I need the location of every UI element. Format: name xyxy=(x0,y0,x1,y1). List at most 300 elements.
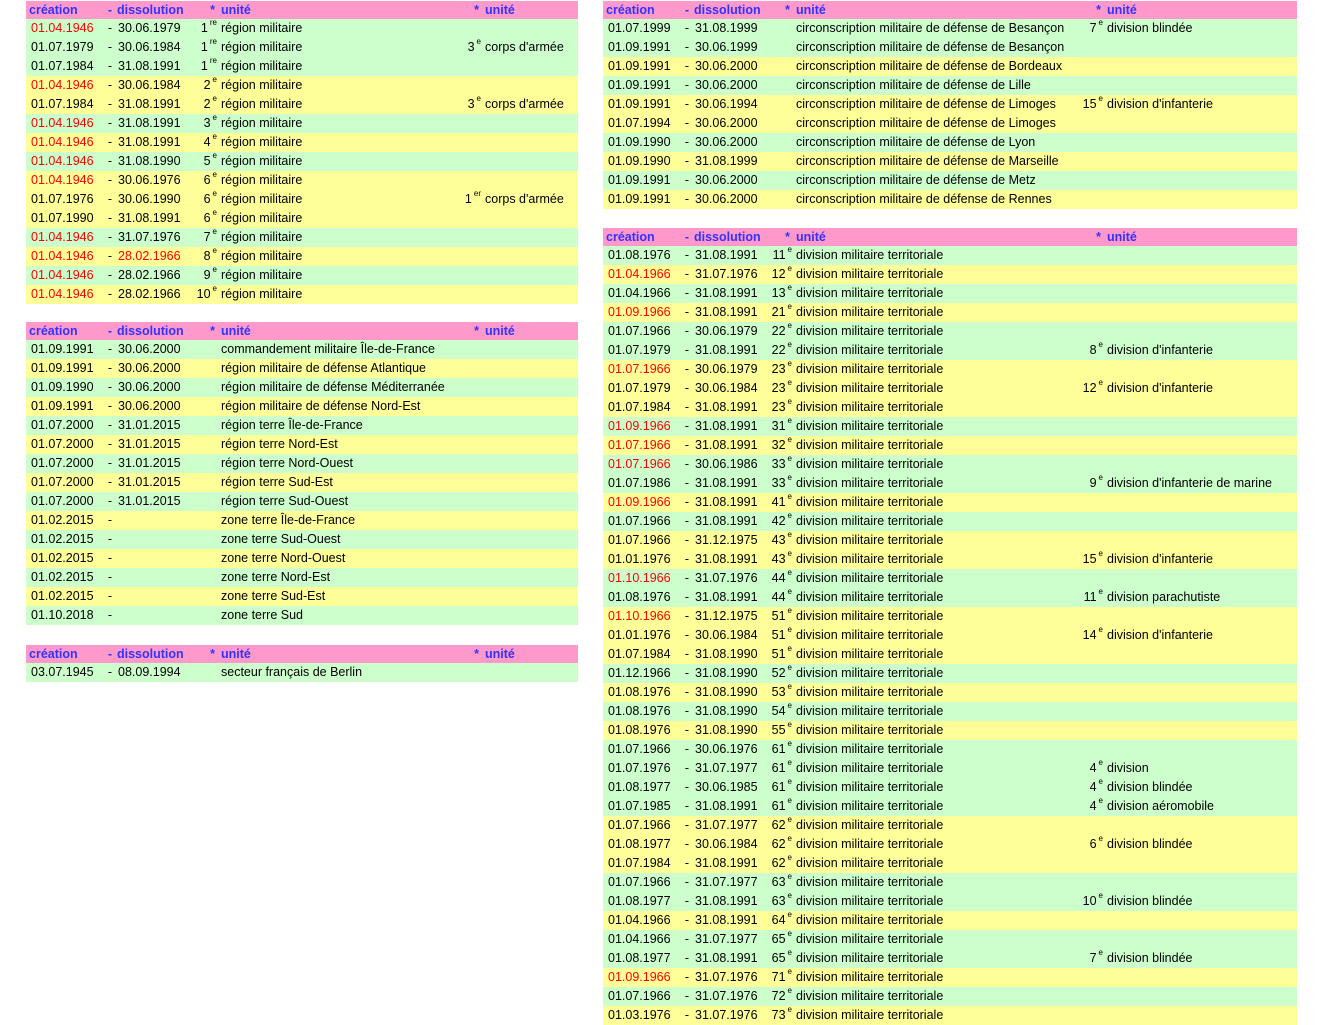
unit-ordinal xyxy=(193,511,221,530)
date-dash: - xyxy=(103,190,117,209)
parent-unit-name xyxy=(485,549,578,568)
unit-name: région militaire de défense Atlantique xyxy=(221,359,463,378)
table-secteur-berlin xyxy=(26,645,578,682)
creation-date: 01.07.2000 xyxy=(26,435,103,454)
parent-unit-name xyxy=(1107,417,1297,436)
parent-ordinal xyxy=(1081,190,1107,209)
date-dash: - xyxy=(103,606,117,625)
table-row xyxy=(603,190,1297,209)
unit-name: division militaire territoriale xyxy=(796,246,1081,265)
ordinal-number: 3 $^e$ xyxy=(467,38,481,54)
header-row xyxy=(26,1,578,19)
ordinal-suffix: e xyxy=(1098,835,1103,843)
creation-date: 01.07.1966 xyxy=(603,987,680,1006)
parent-ordinal xyxy=(463,435,485,454)
creation-date: 01.04.1946 xyxy=(26,228,103,247)
ordinal-suffix: e xyxy=(787,683,792,691)
date-dash: - xyxy=(680,57,694,76)
creation-date: 01.07.1990 xyxy=(26,209,103,228)
ordinal-number: 1 $^{re}$ xyxy=(200,57,217,73)
date-dash: - xyxy=(103,397,117,416)
unit-name: division militaire territoriale xyxy=(796,626,1081,645)
dissolution-date: 31.08.1990 xyxy=(117,152,193,171)
unit-ordinal xyxy=(193,587,221,606)
table-row xyxy=(26,171,578,190)
ordinal-number: 12 $^e$ xyxy=(1082,379,1103,395)
parent-unit-name: division blindée xyxy=(1107,778,1297,797)
ordinal-number: 51 $^e$ xyxy=(771,645,792,661)
creation-date: 01.10.1966 xyxy=(603,607,680,626)
table-row xyxy=(26,190,578,209)
dissolution-date: 31.08.1991 xyxy=(694,854,770,873)
ordinal-suffix: e xyxy=(1098,892,1103,900)
dissolution-date: 30.06.1979 xyxy=(694,322,770,341)
table-row xyxy=(26,95,578,114)
dissolution-date: 28.02.1966 xyxy=(117,247,193,266)
creation-date: 01.08.1977 xyxy=(603,949,680,968)
dissolution-date: 31.08.1991 xyxy=(694,550,770,569)
creation-date: 01.07.1999 xyxy=(603,19,680,38)
date-dash: - xyxy=(680,797,694,816)
unit-ordinal xyxy=(770,854,796,873)
table-row xyxy=(603,133,1297,152)
table-regions-militaires xyxy=(26,1,578,304)
creation-date: 01.12.1966 xyxy=(603,664,680,683)
parent-unit-name xyxy=(1107,512,1297,531)
ordinal-suffix: e xyxy=(787,1006,792,1014)
dissolution-date: 31.08.1991 xyxy=(117,57,193,76)
parent-unit-name: division xyxy=(1107,759,1297,778)
parent-unit-name xyxy=(485,57,578,76)
parent-unit-name xyxy=(1107,171,1297,190)
ordinal-suffix: e xyxy=(787,911,792,919)
unit-ordinal xyxy=(193,435,221,454)
ordinal-number: 7 $^e$ xyxy=(1089,949,1103,965)
ordinal-number: 4 $^e$ xyxy=(1089,778,1103,794)
unit-ordinal xyxy=(770,835,796,854)
header-row xyxy=(26,322,578,340)
creation-date: 01.07.1966 xyxy=(603,436,680,455)
date-dash: - xyxy=(680,892,694,911)
unit-name: région militaire xyxy=(221,247,463,266)
parent-unit-name xyxy=(1107,152,1297,171)
parent-unit-name xyxy=(1107,322,1297,341)
date-dash: - xyxy=(680,968,694,987)
table-row xyxy=(26,266,578,285)
parent-unit-name xyxy=(485,435,578,454)
ordinal-number: 22 $^e$ xyxy=(771,341,792,357)
parent-unit-name xyxy=(485,454,578,473)
creation-date: 01.04.1946 xyxy=(26,247,103,266)
table-row xyxy=(26,473,578,492)
unit-ordinal xyxy=(193,663,221,682)
parent-ordinal xyxy=(1081,759,1107,778)
parent-unit-name xyxy=(485,587,578,606)
unit-ordinal xyxy=(770,759,796,778)
parent-ordinal xyxy=(463,663,485,682)
table-row xyxy=(603,911,1297,930)
unit-ordinal xyxy=(193,473,221,492)
table-row xyxy=(26,76,578,95)
creation-date: 03.07.1945 xyxy=(26,663,103,682)
unit-name: division militaire territoriale xyxy=(796,322,1081,341)
unit-ordinal xyxy=(770,246,796,265)
dissolution-date: 30.06.2000 xyxy=(117,397,193,416)
ordinal-number: 4 $^e$ xyxy=(1089,797,1103,813)
unit-name: région militaire xyxy=(221,57,463,76)
creation-date: 01.04.1966 xyxy=(603,265,680,284)
unit-ordinal xyxy=(193,76,221,95)
unit-ordinal xyxy=(193,530,221,549)
ordinal-suffix: e xyxy=(1098,778,1103,786)
ordinal-suffix: e xyxy=(212,266,217,274)
creation-date: 01.07.1984 xyxy=(26,95,103,114)
date-dash: - xyxy=(680,341,694,360)
parent-unit-name xyxy=(485,228,578,247)
creation-date: 01.10.1966 xyxy=(603,569,680,588)
unit-name: division militaire territoriale xyxy=(796,512,1081,531)
parent-unit-name xyxy=(1107,455,1297,474)
table-row xyxy=(26,435,578,454)
date-dash: - xyxy=(103,228,117,247)
ordinal-suffix: e xyxy=(787,645,792,653)
unit-name: division militaire territoriale xyxy=(796,873,1081,892)
ordinal-suffix: e xyxy=(787,835,792,843)
ordinal-suffix: e xyxy=(787,968,792,976)
parent-unit-name xyxy=(1107,57,1297,76)
table-row xyxy=(603,645,1297,664)
parent-ordinal xyxy=(463,133,485,152)
parent-unit-name xyxy=(485,247,578,266)
table-row xyxy=(603,702,1297,721)
ordinal-suffix: e xyxy=(1098,379,1103,387)
unit-ordinal xyxy=(770,1006,796,1025)
ordinal-suffix: e xyxy=(1098,341,1103,349)
unit-name: division militaire territoriale xyxy=(796,721,1081,740)
ordinal-suffix: e xyxy=(787,626,792,634)
unit-ordinal xyxy=(770,152,796,171)
table-row xyxy=(603,19,1297,38)
parent-unit-name: division d'infanterie xyxy=(1107,626,1297,645)
unit-name: région militaire xyxy=(221,285,463,304)
ordinal-suffix: e xyxy=(787,721,792,729)
unit-ordinal xyxy=(193,340,221,359)
dissolution-date: 31.08.1991 xyxy=(694,417,770,436)
date-dash: - xyxy=(103,340,117,359)
date-dash: - xyxy=(680,474,694,493)
creation-date: 01.09.1991 xyxy=(603,171,680,190)
unit-name: région militaire xyxy=(221,133,463,152)
unit-ordinal xyxy=(193,568,221,587)
ordinal-suffix: e xyxy=(787,265,792,273)
dissolution-date: 30.06.1976 xyxy=(694,740,770,759)
ordinal-suffix: e xyxy=(787,531,792,539)
header-star: * xyxy=(193,1,221,19)
ordinal-number: 4 $^e$ xyxy=(203,133,217,149)
header-unite-parent: unité xyxy=(485,645,578,663)
date-dash: - xyxy=(680,360,694,379)
table-row xyxy=(26,530,578,549)
dissolution-date xyxy=(117,606,193,625)
date-dash: - xyxy=(680,911,694,930)
dissolution-date: 31.08.1991 xyxy=(694,949,770,968)
parent-ordinal xyxy=(463,190,485,209)
ordinal-number: 53 $^e$ xyxy=(771,683,792,699)
table-row xyxy=(26,587,578,606)
date-dash: - xyxy=(680,303,694,322)
ordinal-suffix: e xyxy=(1098,588,1103,596)
parent-ordinal xyxy=(463,285,485,304)
table-row xyxy=(26,397,578,416)
date-dash: - xyxy=(680,835,694,854)
parent-ordinal xyxy=(1081,835,1107,854)
date-dash: - xyxy=(680,512,694,531)
unit-ordinal xyxy=(770,873,796,892)
creation-date: 01.07.1966 xyxy=(603,873,680,892)
creation-date: 01.09.1991 xyxy=(603,57,680,76)
ordinal-suffix: e xyxy=(212,133,217,141)
date-dash: - xyxy=(680,683,694,702)
ordinal-suffix: e xyxy=(1098,95,1103,103)
parent-ordinal xyxy=(463,247,485,266)
parent-unit-name: division d'infanterie xyxy=(1107,341,1297,360)
date-dash: - xyxy=(103,549,117,568)
parent-unit-name: division blindée xyxy=(1107,835,1297,854)
unit-ordinal xyxy=(193,492,221,511)
header-unite: unité xyxy=(796,1,1081,19)
creation-date: 01.09.1966 xyxy=(603,417,680,436)
unit-name: circonscription militaire de défense de Lyon xyxy=(796,133,1081,152)
header-unite: unité xyxy=(796,228,1081,246)
parent-unit-name xyxy=(485,76,578,95)
table-row xyxy=(26,228,578,247)
ordinal-number: 2 $^e$ xyxy=(203,76,217,92)
unit-ordinal xyxy=(193,247,221,266)
ordinal-suffix: e xyxy=(476,38,481,46)
ordinal-suffix: e xyxy=(787,987,792,995)
ordinal-suffix: e xyxy=(1098,797,1103,805)
unit-ordinal xyxy=(193,209,221,228)
unit-name: division militaire territoriale xyxy=(796,797,1081,816)
parent-ordinal xyxy=(1081,417,1107,436)
parent-unit-name xyxy=(485,568,578,587)
date-dash: - xyxy=(680,816,694,835)
dissolution-date: 30.06.1994 xyxy=(694,95,770,114)
unit-name: région militaire de défense Nord-Est xyxy=(221,397,463,416)
table-row xyxy=(26,38,578,57)
unit-ordinal xyxy=(193,152,221,171)
unit-name: région militaire xyxy=(221,209,463,228)
parent-unit-name: division aéromobile xyxy=(1107,797,1297,816)
ordinal-suffix: e xyxy=(787,436,792,444)
parent-ordinal xyxy=(463,171,485,190)
parent-ordinal xyxy=(463,416,485,435)
table-row xyxy=(603,436,1297,455)
ordinal-number: 42 $^e$ xyxy=(771,512,792,528)
date-dash: - xyxy=(680,417,694,436)
creation-date: 01.09.1991 xyxy=(603,95,680,114)
unit-ordinal xyxy=(770,702,796,721)
unit-name: division militaire territoriale xyxy=(796,778,1081,797)
ordinal-number: 71 $^e$ xyxy=(771,968,792,984)
unit-name: zone terre Île-de-France xyxy=(221,511,463,530)
ordinal-number: 11 $^e$ xyxy=(772,246,792,262)
ordinal-suffix: re xyxy=(209,19,217,27)
parent-ordinal xyxy=(1081,740,1107,759)
ordinal-suffix: e xyxy=(1098,949,1103,957)
creation-date: 01.04.1946 xyxy=(26,266,103,285)
parent-ordinal xyxy=(463,266,485,285)
header-dash: - xyxy=(103,322,117,340)
unit-ordinal xyxy=(193,416,221,435)
parent-unit-name: division d'infanterie de marine xyxy=(1107,474,1297,493)
parent-unit-name xyxy=(1107,968,1297,987)
header-dash: - xyxy=(103,645,117,663)
parent-ordinal xyxy=(1081,702,1107,721)
table-row xyxy=(603,759,1297,778)
table-row xyxy=(26,568,578,587)
table-row xyxy=(603,114,1297,133)
date-dash: - xyxy=(680,987,694,1006)
unit-name: division militaire territoriale xyxy=(796,379,1081,398)
dissolution-date: 31.08.1991 xyxy=(694,892,770,911)
dissolution-date: 31.07.1977 xyxy=(694,759,770,778)
date-dash: - xyxy=(103,492,117,511)
parent-unit-name xyxy=(1107,702,1297,721)
unit-ordinal xyxy=(770,284,796,303)
date-dash: - xyxy=(680,550,694,569)
dissolution-date: 31.08.1991 xyxy=(694,797,770,816)
table-row xyxy=(26,492,578,511)
header-creation: création xyxy=(26,645,103,663)
dissolution-date xyxy=(117,549,193,568)
creation-date: 01.07.1984 xyxy=(603,645,680,664)
unit-ordinal xyxy=(193,549,221,568)
parent-unit-name xyxy=(1107,987,1297,1006)
parent-ordinal xyxy=(1081,133,1107,152)
table-row xyxy=(603,797,1297,816)
parent-unit-name xyxy=(485,492,578,511)
unit-name: région militaire xyxy=(221,95,463,114)
ordinal-suffix: e xyxy=(212,76,217,84)
unit-ordinal xyxy=(770,493,796,512)
dissolution-date: 31.07.1976 xyxy=(694,1006,770,1025)
unit-name: division militaire territoriale xyxy=(796,398,1081,417)
table-row xyxy=(603,949,1297,968)
date-dash: - xyxy=(103,247,117,266)
date-dash: - xyxy=(680,759,694,778)
unit-name: division militaire territoriale xyxy=(796,436,1081,455)
ordinal-suffix: e xyxy=(787,512,792,520)
unit-name: commandement militaire Île-de-France xyxy=(221,340,463,359)
ordinal-number: 10 $^e$ xyxy=(1082,892,1103,908)
parent-unit-name xyxy=(1107,360,1297,379)
table-row xyxy=(26,152,578,171)
unit-ordinal xyxy=(193,114,221,133)
unit-ordinal xyxy=(193,285,221,304)
parent-ordinal xyxy=(463,76,485,95)
dissolution-date: 31.08.1991 xyxy=(694,493,770,512)
date-dash: - xyxy=(680,1006,694,1025)
creation-date: 01.08.1977 xyxy=(603,778,680,797)
ordinal-suffix: e xyxy=(787,664,792,672)
ordinal-suffix: e xyxy=(787,417,792,425)
dissolution-date xyxy=(117,587,193,606)
unit-ordinal xyxy=(193,95,221,114)
dissolution-date: 31.08.1991 xyxy=(694,398,770,417)
table-row xyxy=(26,133,578,152)
ordinal-number: 44 $^e$ xyxy=(771,569,792,585)
date-dash: - xyxy=(680,588,694,607)
unit-ordinal xyxy=(770,322,796,341)
creation-date: 01.09.1966 xyxy=(603,303,680,322)
ordinal-suffix: e xyxy=(787,379,792,387)
parent-ordinal xyxy=(1081,550,1107,569)
unit-name: division militaire territoriale xyxy=(796,816,1081,835)
unit-ordinal xyxy=(193,359,221,378)
creation-date: 01.08.1977 xyxy=(603,892,680,911)
parent-unit-name xyxy=(1107,284,1297,303)
dissolution-date: 31.08.1990 xyxy=(694,683,770,702)
parent-unit-name xyxy=(485,266,578,285)
unit-name: région militaire xyxy=(221,266,463,285)
parent-unit-name xyxy=(485,285,578,304)
parent-ordinal xyxy=(1081,38,1107,57)
ordinal-number: 23 $^e$ xyxy=(771,398,792,414)
unit-ordinal xyxy=(193,190,221,209)
unit-name: région militaire xyxy=(221,76,463,95)
ordinal-number: 14 $^e$ xyxy=(1082,626,1103,642)
ordinal-number: 6 $^e$ xyxy=(1089,835,1103,851)
ordinal-suffix: e xyxy=(787,816,792,824)
table-row xyxy=(603,873,1297,892)
unit-ordinal xyxy=(770,531,796,550)
parent-unit-name xyxy=(1107,645,1297,664)
table-row xyxy=(603,303,1297,322)
unit-name: division militaire territoriale xyxy=(796,569,1081,588)
unit-name: région militaire xyxy=(221,171,463,190)
creation-date: 01.09.1991 xyxy=(26,397,103,416)
date-dash: - xyxy=(680,930,694,949)
parent-ordinal xyxy=(463,530,485,549)
parent-ordinal xyxy=(1081,265,1107,284)
ordinal-number: 51 $^e$ xyxy=(771,607,792,623)
dissolution-date: 30.06.2000 xyxy=(694,171,770,190)
header-unite-parent: unité xyxy=(1107,1,1297,19)
unit-name: région militaire de défense Méditerranée xyxy=(221,378,463,397)
date-dash: - xyxy=(680,95,694,114)
dissolution-date: 30.06.1984 xyxy=(694,379,770,398)
ordinal-suffix: e xyxy=(787,778,792,786)
ordinal-number: 10 $^e$ xyxy=(196,285,217,301)
parent-ordinal xyxy=(1081,626,1107,645)
unit-name: circonscription militaire de défense de Besançon xyxy=(796,19,1081,38)
parent-unit-name xyxy=(1107,683,1297,702)
table-row xyxy=(26,247,578,266)
parent-unit-name xyxy=(485,209,578,228)
unit-ordinal xyxy=(770,38,796,57)
parent-ordinal xyxy=(463,152,485,171)
creation-date: 01.04.1946 xyxy=(26,171,103,190)
unit-ordinal xyxy=(770,550,796,569)
unit-ordinal xyxy=(770,721,796,740)
table-row xyxy=(603,607,1297,626)
creation-date: 01.04.1946 xyxy=(26,76,103,95)
creation-date: 01.10.2018 xyxy=(26,606,103,625)
parent-ordinal xyxy=(1081,683,1107,702)
parent-unit-name xyxy=(1107,1006,1297,1025)
table-row xyxy=(603,569,1297,588)
